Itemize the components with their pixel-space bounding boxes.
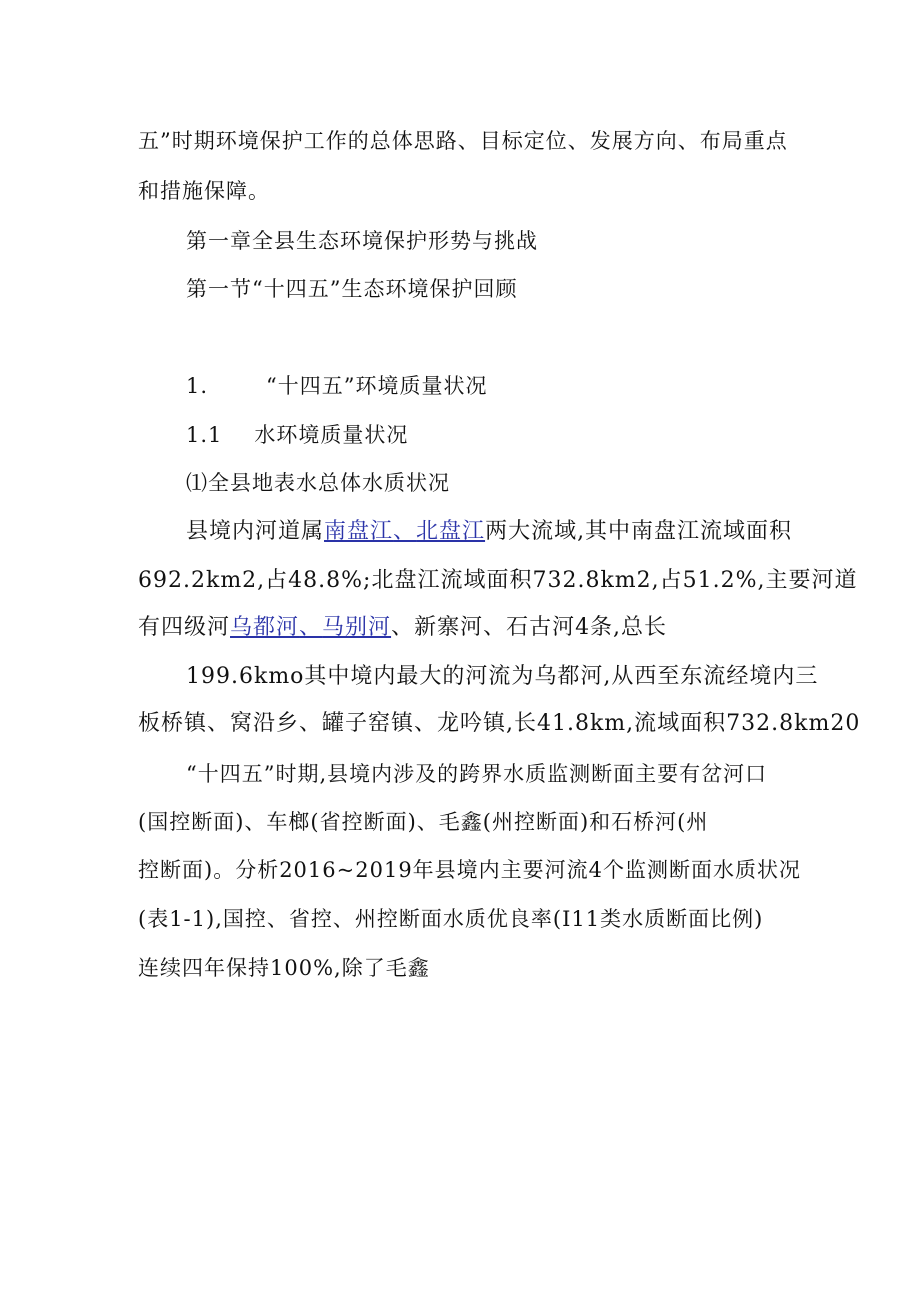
subheading: ⑴全县地表水总体水质状况 [186,471,450,495]
section-title: 第一节“十四五”生态环境保护回顾 [186,277,518,301]
intro-line-2: 和措施保障。 [138,179,270,203]
para3-line-4: (表1-1),国控、省控、州控断面水质优良率(I11类水质断面比例) [138,907,764,931]
link-beipanjiang[interactable]: 北盘江 [416,519,486,544]
para1-text: 有四级河 [138,615,231,640]
para2-line-1: 199.6kmo其中境内最大的河流为乌都河,从西至东流经境内三 [186,664,819,689]
para3-line-2: (国控断面)、车榔(省控断面)、毛鑫(州控断面)和石桥河(州 [138,810,709,834]
heading-1-text: “十四五”环境质量状况 [266,374,488,398]
chapter-title: 第一章全县生态环境保护形势与挑战 [186,229,538,253]
link-nanpanjiang[interactable]: 南盘江 [324,519,394,544]
para1-line-3 [138,614,667,642]
para1-text: 两大流域,其中南盘江流域面积 [485,519,793,544]
link-mabiehe[interactable]: 马别河 [322,615,392,640]
para1-text: 、新寨河、石古河4条,总长 [391,615,668,640]
para2-line-2: 板桥镇、窝沿乡、罐子窑镇、龙吟镇,长41.8km,流域面积732.8km20 [138,711,861,736]
heading-1-1 [186,421,408,449]
para1-line-2: 692.2km2,占48.8%;北盘江流域面积732.8km2,占51.2%,主要河道 [138,568,858,593]
para3-line-1: “十四五”时期,县境内涉及的跨界水质监测断面主要有岔河口 [186,762,768,786]
heading-1-1-number: 1.1 [186,423,223,447]
heading-1 [186,372,488,400]
heading-1-1-text: 水环境质量状况 [254,423,409,447]
link-separator: 、 [299,615,323,640]
para1-line-1 [186,518,792,546]
para3-line-3: 控断面)。分析2016~2019年县境内主要河流4个监测断面水质状况 [138,858,802,882]
para1-text: 县境内河道属 [186,519,325,544]
para3-line-5: 连续四年保持100%,除了毛鑫 [138,956,430,980]
heading-1-number: 1. [186,374,209,398]
link-separator: 、 [393,519,417,544]
intro-line-1: 五”时期环境保护工作的总体思路、目标定位、发展方向、布局重点 [138,129,788,153]
link-wuduhe[interactable]: 乌都河 [230,615,300,640]
